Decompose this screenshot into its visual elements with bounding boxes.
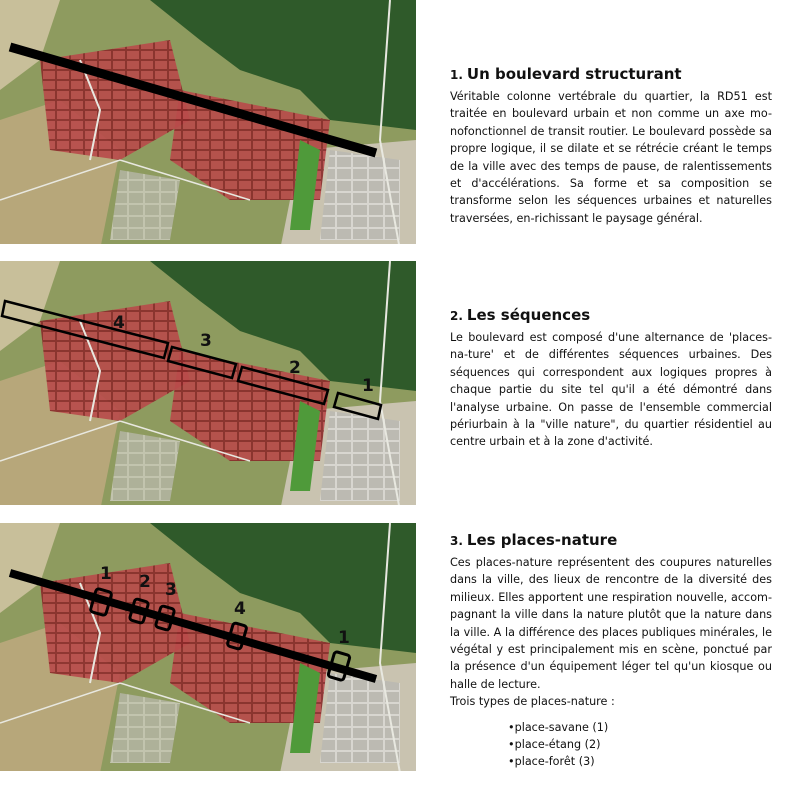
section-heading: [450, 64, 772, 85]
types-list: [508, 719, 772, 771]
place-label-4: 4: [234, 599, 246, 619]
section-number: 3.: [450, 534, 463, 548]
types-label: Trois types de places-nature :: [450, 695, 615, 709]
list-item: • place-étang (2): [508, 736, 772, 753]
place-label-1b: 1: [338, 628, 350, 648]
aerial-map-1: [0, 0, 416, 244]
section-body: Véritable colonne vertébrale du quartier, la RD51 est traitée en boulevard urbain et non comme un axe mo-nofonctionnel de transit routier. Le boulevard possède sa propre logique, il se dilate et se rétrécie créant le temps de la ville avec des temps de pause, de ralentissements et d'accélérations. Sa forme et sa composition se transforme selon les séquences urbaines et naturelles traversées, en-richissant le paysage général.: [450, 90, 772, 225]
section-body: Le boulevard est composé d'une alternance de 'places-na-ture' et de différentes séquences urbaines. Des séquences qui correspondent aux logiques propres à chaque partie du site tel qu'il a été démontré dans l'analyse urbaine. On passe de l'ensemble commercial périurbain à la "ville nature", du quartier résidentiel au centre urbain et à la zone d'activité.: [450, 331, 772, 449]
place-label-2: 2: [139, 572, 151, 592]
section-places-nature: [450, 530, 772, 771]
section-heading: [450, 530, 772, 551]
aerial-map-2: [0, 261, 416, 505]
sequence-label-1: 1: [362, 376, 374, 396]
section-title: Un boulevard structurant: [466, 65, 682, 83]
section-title: Les séquences: [466, 306, 591, 324]
list-item: • place-forêt (3): [508, 753, 772, 770]
place-label-3: 3: [165, 580, 177, 600]
sequence-label-2: 2: [289, 358, 301, 378]
site-plan-sequences: [0, 261, 416, 505]
aerial-map-3: [0, 523, 416, 771]
sequence-label-4: 4: [113, 313, 125, 333]
section-number: 1.: [450, 68, 463, 82]
section-body: Ces places-nature représentent des coupures naturelles dans la ville, des lieux de rencontre de la diversité des milieux. Elles apportent une respiration nouvelle, accom-pagnant la ville dans la nature plutôt que la nature dans la ville. A la différence des places publiques minérales, le végétal y est principalement mis en scène, ponctué par la présence d'un équipement léger tel qu'un kiosque ou halle de lecture.: [450, 556, 772, 691]
section-number: 2.: [450, 309, 463, 323]
place-label-1a: 1: [100, 564, 112, 584]
site-plan-boulevard: [0, 0, 416, 244]
sequence-label-3: 3: [200, 331, 212, 351]
site-plan-places-nature: [0, 523, 416, 771]
section-title: Les places-nature: [466, 531, 618, 549]
list-item: • place-savane (1): [508, 719, 772, 736]
section-sequences: [450, 305, 772, 451]
section-boulevard: [450, 64, 772, 227]
section-heading: [450, 305, 772, 326]
